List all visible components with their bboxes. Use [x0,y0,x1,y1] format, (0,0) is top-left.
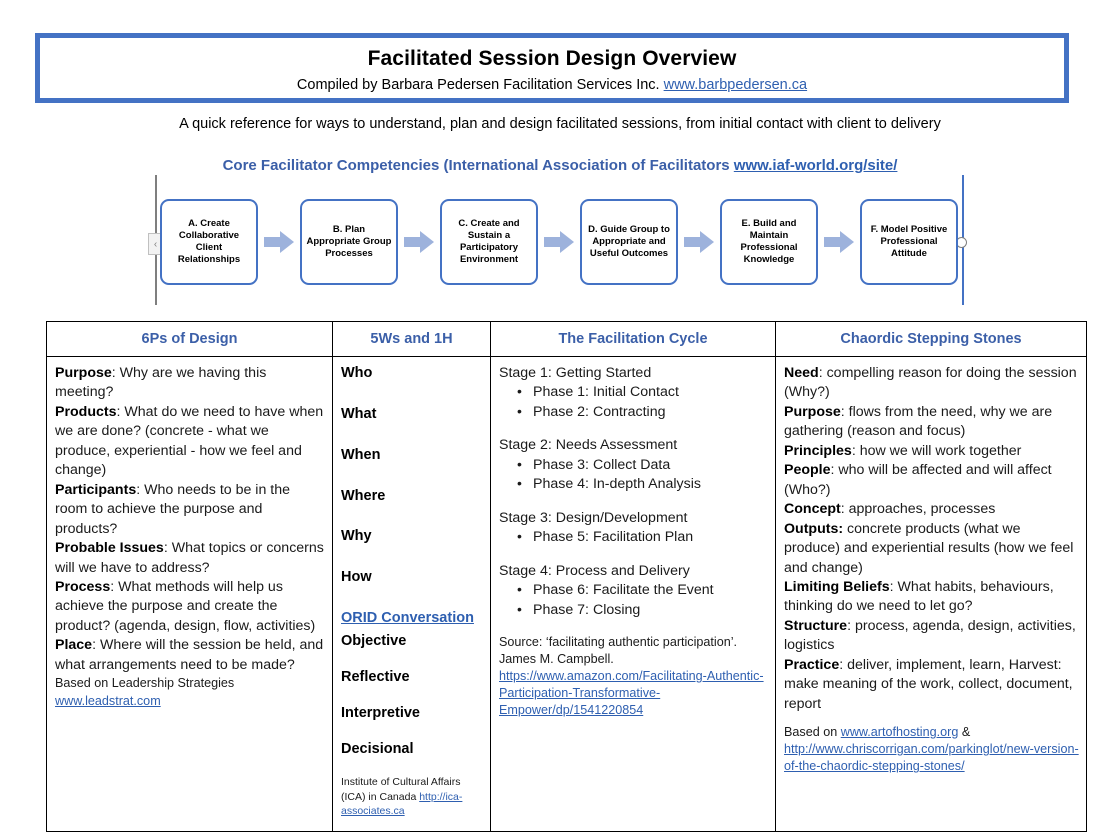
ica-note [341,775,483,817]
definition-text: : flows from the need, why we are gathering (reason and focus) [784,403,1053,440]
arrow-right-icon [538,231,580,253]
compiled-by-text: Compiled by Barbara Pedersen Facilitation Services Inc. [296,77,664,93]
definition-text: : Why are we having this meeting? [55,365,267,401]
competency-box-f[interactable]: F. Model Positive Professional Attitude [860,199,958,285]
definition-entry [784,500,1079,519]
definition-text: : What methods will help us achieve the purpose and create the product? (agenda, design, flow, activities) [55,578,316,634]
definition-entry [55,539,325,578]
definition-text: : What habits, behaviours, thinking do we need to let go? [784,578,1054,615]
definition-entry [784,442,1079,461]
phase-item: • Phase 1: Initial Contact [517,383,768,402]
title-banner [35,33,1069,103]
ica-associates-link[interactable]: http://ica-associates.ca [341,790,463,817]
definition-entry [784,520,1079,578]
definition-entry [784,656,1079,714]
question-word-item: Where [341,487,386,504]
definition-term: Process [55,578,111,595]
definition-entry [784,403,1079,442]
definition-entry [55,636,325,675]
page-title: Facilitated Session Design Overview [367,47,737,70]
definition-text: : deliver, implement, learn, Harvest: make meaning of the work, collect, document, report [784,656,1073,712]
definition-term: Structure [784,617,848,634]
artofhosting-link[interactable]: www.artofhosting.org [840,725,959,740]
leadstrat-note-text: Based on Leadership Strategies [55,676,235,691]
definition-entry [55,578,325,636]
competency-box-a[interactable]: A. Create Collaborative Client Relationships [160,199,258,285]
competency-box-e[interactable]: E. Build and Maintain Professional Knowledge [720,199,818,285]
chaordic-source-note [784,724,1079,775]
page-subtitle [40,77,1064,93]
tagline: A quick reference for ways to understand, plan and design facilitated sessions, from initial contact with client to delivery [179,116,941,132]
definition-term: People [784,462,831,479]
reference-table [46,321,1087,832]
column-header-chaordic: Chaordic Stepping Stones [776,322,1086,357]
spacer [499,620,768,634]
spacer [499,548,768,562]
question-word-item: What [341,405,377,422]
definition-text: : Where will the session be held, and what arrangements need to be made? [55,637,324,673]
facilitation-source-text: Source: ‘facilitating authentic participation’. James M. Campbell. [499,634,738,667]
table-column-facilitation-cycle [491,322,776,831]
column-header-facilitation-cycle: The Facilitation Cycle [491,322,775,357]
competencies-heading-text: Core Facilitator Competencies (International Association of Facilitators [222,157,734,174]
competency-box-b[interactable]: B. Plan Appropriate Group Processes [300,199,398,285]
table-column-chaordic [776,322,1086,831]
phase-item: • Phase 4: In-depth Analysis [517,475,768,494]
question-word-item: How [341,569,372,586]
orid-item: Decisional [341,740,414,757]
orid-conversation-link[interactable]: ORID Conversation [341,610,474,627]
table-column-5ws1h [333,322,491,831]
question-word-item: Who [341,365,373,381]
definition-entry [55,364,325,403]
ica-note-text: Institute of Cultural Affairs (ICA) in Canada [341,776,461,803]
stage-title: Stage 1: Getting Started [499,365,652,381]
competency-box-c[interactable]: C. Create and Sustain a Participatory Environment [440,199,538,285]
table-column-6ps [47,322,333,831]
stage-title: Stage 3: Design/Development [499,509,688,526]
phase-item: • Phase 3: Collect Data [517,456,768,475]
definition-term: Probable Issues [55,540,164,557]
definition-term: Place [55,637,93,654]
definition-entry [784,578,1079,617]
definition-entry [55,403,325,481]
arrow-right-icon [678,231,720,253]
definition-text: : process, agenda, design, activities, logistics [784,617,1076,654]
phase-item: • Phase 6: Facilitate the Event [517,581,768,600]
orid-item: Reflective [341,668,410,685]
amazon-source-link[interactable]: https://www.amazon.com/Facilitating-Authentic-Participation-Transformative-Empower/dp/1541220854 [499,669,764,718]
arrow-right-icon [818,231,860,253]
spacer [499,422,768,436]
definition-text: : compelling reason for doing the session (Why?) [784,365,1077,401]
phase-item: • Phase 5: Facilitation Plan [517,528,768,547]
leadstrat-link[interactable]: www.leadstrat.com [55,693,161,708]
barbpedersen-link[interactable]: www.barbpedersen.ca [663,77,808,93]
definition-text: : What do we need to have when we are done? (concrete - what we produce, experiential - how we feel and change) [55,403,324,479]
chaordic-source-prefix: Based on [784,725,841,740]
stage-title: Stage 2: Needs Assessment [499,437,678,454]
definition-text: : Who needs to be in the room to achieve the purpose and products? [55,481,291,537]
definition-text: concrete products (what we produce) and experiential results (how we feel and change) [784,520,1074,576]
column-header-5ws1h: 5Ws and 1H [333,322,490,357]
phase-item: • Phase 2: Contracting [517,403,768,422]
definition-term: Principles [784,442,852,459]
definition-term: Purpose [55,365,112,381]
question-word-item: When [341,446,381,463]
definition-entry [55,481,325,539]
definition-text: : What topics or concerns will we have to address? [55,540,324,576]
question-word-item: Why [341,528,372,545]
definition-entry [784,461,1079,500]
definition-term: Outputs: [784,520,844,537]
definition-term: Purpose [784,403,841,420]
spacer [499,495,768,509]
column-body-5ws1h [333,357,490,831]
definition-term: Concept [784,501,841,518]
diagram-left-handle-icon[interactable]: ‹ [148,233,163,255]
column-body-facilitation-cycle [491,357,775,831]
definition-entry [784,617,1079,656]
definition-term: Practice [784,656,840,673]
facilitation-source-note [499,634,768,720]
definition-term: Participants [55,481,137,498]
orid-item: Interpretive [341,704,420,721]
phase-item: • Phase 7: Closing [517,601,768,620]
chaordic-source-mid: & [958,725,971,740]
definition-term: Limiting Beliefs [784,578,890,595]
definition-text: : approaches, processes [840,501,996,518]
column-body-chaordic [776,357,1086,831]
orid-item: Objective [341,633,407,650]
definition-entry [784,364,1079,403]
stage-title: Stage 4: Process and Delivery [499,562,690,579]
arrow-right-icon [398,231,440,253]
competency-box-d[interactable]: D. Guide Group to Appropriate and Useful Outcomes [580,199,678,285]
leadstrat-note [55,675,325,710]
definition-text: : who will be affected and will affect (Who?) [784,462,1052,498]
competencies-heading [0,157,1120,174]
column-header-6ps: 6Ps of Design [47,322,332,357]
iaf-world-link[interactable]: www.iaf-world.org/site/ [733,157,898,174]
column-body-6ps [47,357,332,831]
definition-term: Need [784,365,819,381]
definition-term: Products [55,403,117,420]
definition-text: : how we will work together [851,442,1022,459]
arrow-right-icon [258,231,300,253]
competency-box-row [160,199,960,285]
competency-diagram [0,175,1120,310]
chriscorrigan-link[interactable]: http://www.chriscorrigan.com/parkinglot/new-version-of-the-chaordic-stepping-stones/ [784,742,1079,774]
